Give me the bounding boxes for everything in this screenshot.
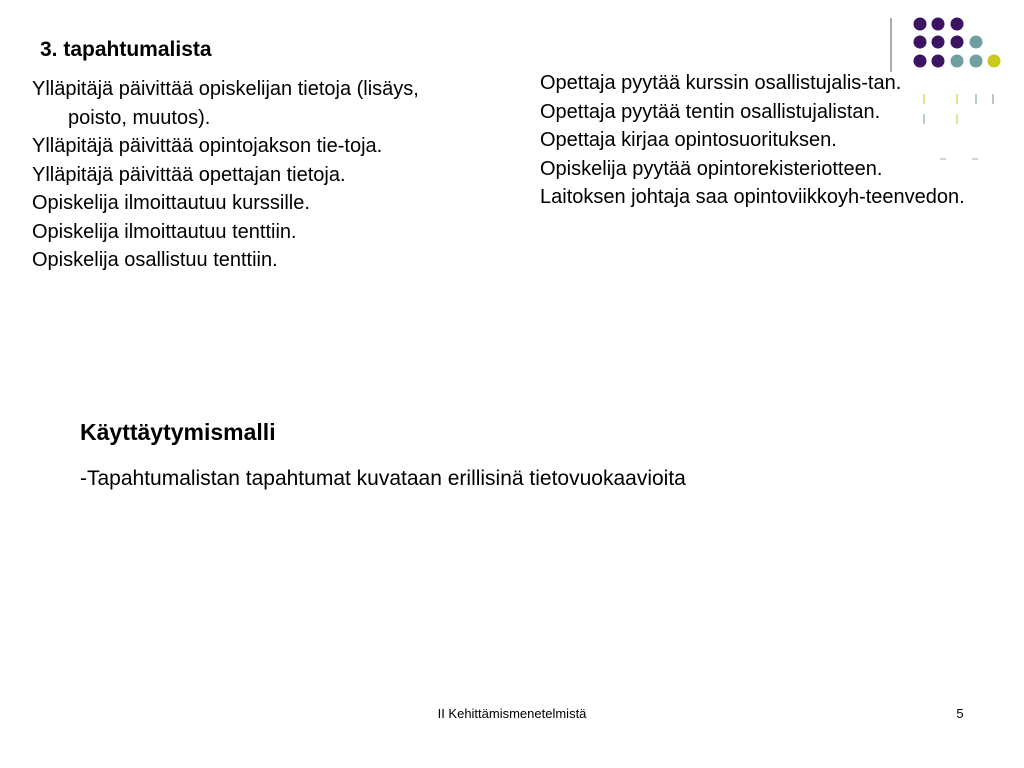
- list-item: Ylläpitäjä päivittää opiskelijan tietoja (lisäys, poisto, muutos).: [32, 78, 419, 129]
- event-list-left: [32, 75, 422, 275]
- dot: [914, 36, 927, 49]
- list-item: Opettaja pyytää tentin osallistujalistan.: [540, 100, 881, 123]
- page-number: 5: [956, 706, 964, 721]
- section-subtext: -Tapahtumalistan tapahtumat kuvataan erillisinä tietovuokaavioita: [80, 467, 686, 490]
- dot: [970, 36, 983, 49]
- dot: [951, 18, 964, 31]
- section-heading: Käyttäytymismalli: [80, 419, 276, 445]
- list-item: Opettaja kirjaa opintosuorituksen.: [540, 129, 837, 151]
- list-item: Opiskelija pyytää opintorekisteriotteen.: [540, 157, 883, 180]
- dot: [932, 55, 945, 68]
- list-item: Opiskelija ilmoittautuu kurssille.: [32, 192, 310, 214]
- dot: [914, 55, 927, 68]
- dot: [951, 36, 964, 49]
- slide-title: 3. tapahtumalista: [40, 38, 212, 61]
- dot: [951, 55, 964, 68]
- list-item: Opiskelija ilmoittautuu tenttiin.: [32, 220, 297, 243]
- dot: [932, 36, 945, 49]
- dot: [932, 18, 945, 31]
- dot: [970, 55, 983, 68]
- list-item: Ylläpitäjä päivittää opintojakson tie-toja.: [32, 135, 383, 157]
- event-list-right: [540, 69, 970, 212]
- list-item: Laitoksen johtaja saa opintoviikkoyh-teenvedon.: [540, 186, 965, 208]
- list-item: Opettaja pyytää kurssin osallistujalis-tan.: [540, 72, 902, 94]
- list-item: Opiskelija osallistuu tenttiin.: [32, 249, 278, 271]
- dot: [988, 55, 1001, 68]
- dot: [914, 18, 927, 31]
- list-item: Ylläpitäjä päivittää opettajan tietoja.: [32, 163, 346, 186]
- footer-title: II Kehittämismenetelmistä: [437, 706, 587, 721]
